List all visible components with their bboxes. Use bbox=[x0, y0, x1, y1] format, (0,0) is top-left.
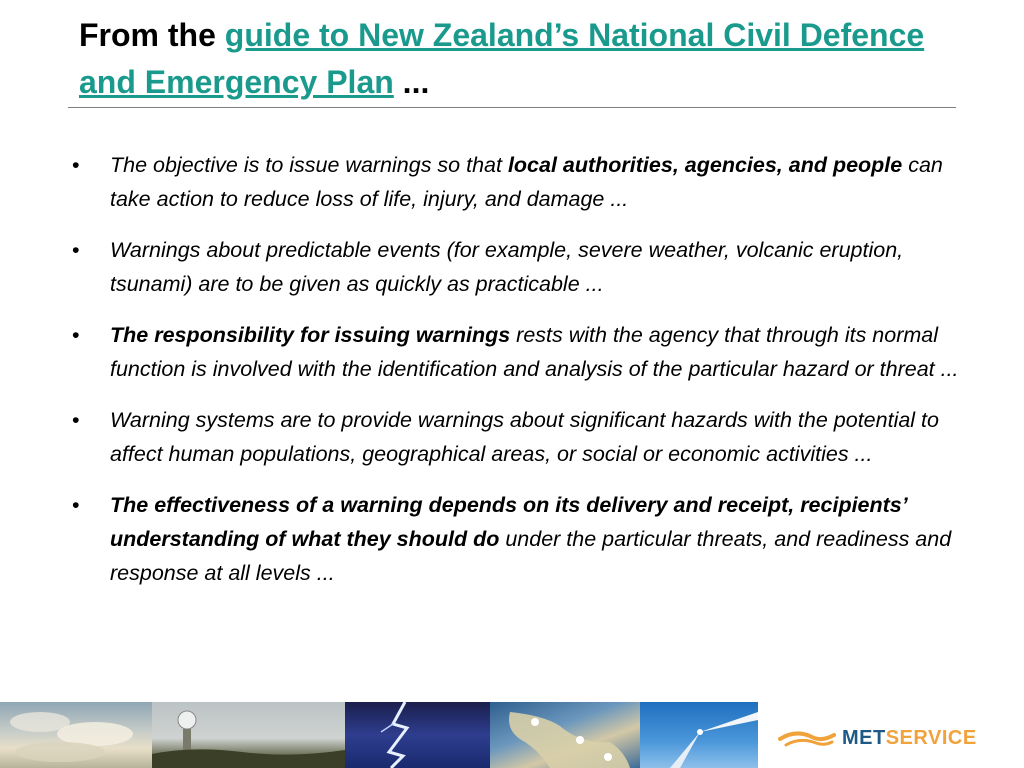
lightning-photo bbox=[345, 702, 490, 768]
bullet-list bbox=[72, 148, 962, 607]
bullet-dot: • bbox=[72, 153, 80, 177]
sky-clouds-photo bbox=[0, 702, 152, 768]
bullet-text: The objective is to issue warnings so that bbox=[110, 153, 508, 177]
metservice-logo bbox=[778, 726, 977, 750]
logo-wordmark: METSERVICE bbox=[842, 726, 977, 749]
slide-title bbox=[79, 12, 959, 106]
plan-guide-link[interactable]: guide to New Zealand’s National Civil Defence and Emergency Plan bbox=[79, 17, 925, 100]
footer-banner bbox=[0, 702, 1024, 768]
swirl-icon bbox=[778, 727, 836, 749]
bullet-item bbox=[72, 233, 962, 301]
bullet-item bbox=[72, 488, 962, 590]
bullet-dot: • bbox=[72, 238, 80, 262]
bullet-item bbox=[72, 148, 962, 216]
bullet-text: rests with the agency that through its normal function is involved with the identification and analysis of the particular hazard or threat ... bbox=[110, 323, 959, 381]
bullet-dot: • bbox=[72, 323, 80, 347]
title-divider bbox=[68, 107, 956, 108]
bullet-bold-text: The responsibility for issuing warnings bbox=[110, 323, 511, 347]
title-suffix: ... bbox=[393, 64, 430, 100]
bullet-dot: • bbox=[72, 493, 80, 517]
bullet-bold-text: The effectiveness of a warning depends on its delivery and receipt, recipients’ understanding of what they should do bbox=[110, 493, 907, 551]
bullet-item bbox=[72, 403, 962, 471]
weather-map-photo bbox=[490, 702, 640, 768]
bullet-dot: • bbox=[72, 408, 80, 432]
bullet-item bbox=[72, 318, 962, 386]
bullet-text: can take action to reduce loss of life, injury, and damage ... bbox=[110, 153, 943, 211]
bullet-bold-text: local authorities, agencies, and people bbox=[507, 153, 903, 177]
bullet-text: Warning systems are to provide warnings about significant hazards with the potential to affect human populations, geographical areas, or social or economic activities ... bbox=[110, 408, 939, 466]
wind-turbine-photo bbox=[640, 702, 758, 768]
title-prefix: From the bbox=[79, 17, 225, 53]
bullet-text: Warnings about predictable events (for example, severe weather, volcanic eruption, tsunami) are to be given as quickly as practicable ... bbox=[110, 238, 904, 296]
radar-station-photo bbox=[152, 702, 345, 768]
bullet-text: under the particular threats, and readiness and response at all levels ... bbox=[110, 527, 952, 585]
